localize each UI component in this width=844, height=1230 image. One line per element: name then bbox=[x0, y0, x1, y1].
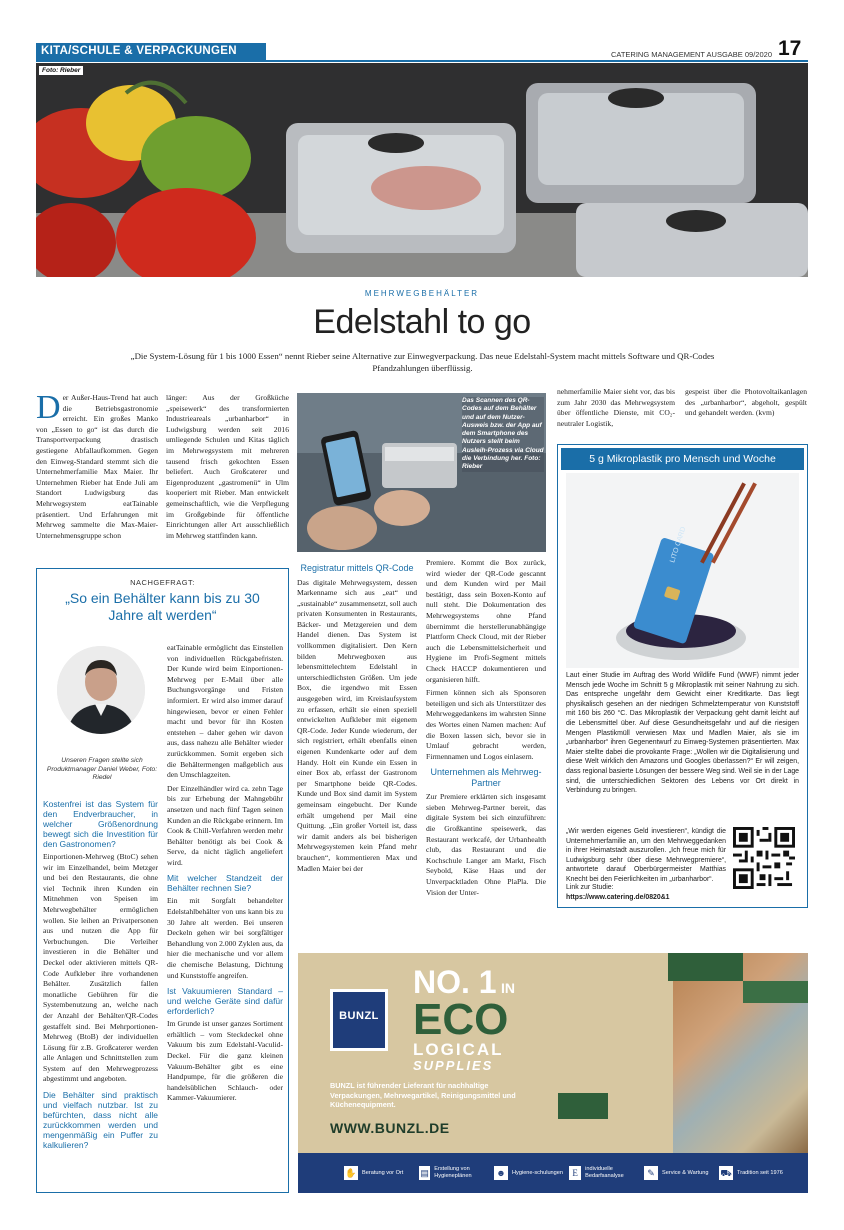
interview-box bbox=[36, 568, 289, 1193]
ad-feature-3 bbox=[494, 1166, 569, 1180]
ad-green-tile-1 bbox=[668, 953, 743, 981]
ad-feature-6 bbox=[719, 1166, 789, 1180]
interview-left-column bbox=[43, 799, 158, 1153]
scan-photo bbox=[297, 393, 546, 552]
interview-kicker: NACHGEFRAGT: bbox=[130, 578, 195, 587]
credit-card-illustration bbox=[566, 473, 799, 668]
drop-cap: D bbox=[36, 389, 61, 426]
study-link-label: Link zur Studie: bbox=[566, 884, 614, 891]
clipboard-icon: ▤ bbox=[420, 1168, 429, 1178]
ad-feature-bar bbox=[298, 1153, 808, 1193]
subhead-partner: Unternehmen als Mehrweg-Partner bbox=[430, 767, 542, 788]
bunzl-logo-text: BUNZL bbox=[339, 1010, 379, 1022]
article-lead: „Die System-Lösung für 1 bis 1000 Essen“ nennt Rieber seine Alternative zur Einwegverpackung. Das neue Edelstahl-System macht mittels Software und QR-Codes Pfandzahlungen überflüssig. bbox=[130, 351, 715, 373]
ad-url[interactable]: WWW.BUNZL.DE bbox=[330, 1120, 450, 1136]
subhead-registratur: Registratur mittels QR-Code bbox=[300, 563, 414, 573]
interview-q4: Ist Vakuumieren Standard – und welche Geräte sind dafür erforderlich? bbox=[167, 986, 283, 1017]
interview-q3: Mit welcher Standzeit der Behälter rechnen Sie? bbox=[167, 873, 283, 894]
ad-green-tile-3 bbox=[558, 1093, 608, 1119]
col4c-text: Zur Premiere erklärten sich insgesamt sieben Mehrweg-Partner bereit, das digitale System bei sich einzuführen: die Großkantine speisewerk, das Restaurant werkcafé, der Urbanhealth club, das Restaurant und die Kochschule Langer am Markt, Fisch Seybold, Käse Haas und der Unverpacktladen Ohne PlaPla. Die Vision der Unter- bbox=[426, 792, 546, 897]
ad-feature-label: Service & Wartung bbox=[662, 1169, 709, 1176]
scan-photo-caption: Das Scannen des QR-Codes auf dem Behälter und auf dem Nutzer-Ausweis bzw. der App auf dem Smartphone des Nutzers stellt beim Ausleih-Prozess via Cloud die Verbindung her. Foto: Rieber bbox=[462, 397, 544, 471]
interview-a4: Im Grunde ist unser ganzes Sortiment erhältlich – vom Steckdeckel ohne Vakuum bis zum Edelstahl-Vaculid-Deckel. Für die ganz kleinen Vakuum-Behälter gibt es eine Handpumpe, für die größeren die handelsüblichen Schlauch- oder Kammer-Vakuumierer. bbox=[167, 1019, 283, 1103]
page-number: 17 bbox=[778, 37, 802, 60]
person-icon bbox=[57, 646, 145, 734]
article-column-3 bbox=[297, 558, 417, 874]
ad-feature-4 bbox=[569, 1166, 644, 1180]
ad-green-tile-2 bbox=[743, 981, 808, 1003]
col3-text: Das digitale Mehrwegsystem, dessen Markenname sich aus „eat“ und „sustainable“ zusammensetzt, soll auch privaten Konsumenten in Restaurants, Bäcker- und Metzgereien und dem Handel dienen. Das System ist vollkommen digitalisiert. Den Kern bilden Mehrwegboxen aus lebensmittelechtem Edelstahl in unterschiedlichsten Größen. Um jede Box, die irgendwo mit Essen ausgegeben wird, im Kreislaufsystem zu erfassen, erhält sie einen speziell entwickelten Aufkleber mit eigenem QR-Code. Jeder Kunde wiederum, der sich registriert, erhält ebenfalls einen eigenen Kundenkarte oder auf dem Handy. Holt ein Kunde ein Essen in einer Box ab, erfasst der Gastronom per Smartphone beide QR-Codes. Kunde und Box sind damit im System gemeinsam eingebucht. Der Kunde erhält umgehend per Mail eine Quittung. „Ein großer Vorteil ist, dass wir damit anders als bei bisherigen Mehrwegsystemen kein Pfand mehr brauchen“, kommentieren Max und Madlen Maier bei der bbox=[297, 577, 417, 873]
microplastic-photo bbox=[566, 473, 799, 668]
interview-title: „So ein Behälter kann bis zu 30 Jahre alt werden“ bbox=[65, 590, 260, 623]
interview-q2: Die Behälter sind praktisch und vielfach nutzbar. Ist zu befürchten, dass nicht alle zurückkommen werden und mengenmäßig ein Puffer zu kalkulieren? bbox=[43, 1090, 158, 1151]
microplastic-title: 5 g Mikroplastik pro Mensch und Woche bbox=[561, 448, 804, 470]
ad-feature-2 bbox=[419, 1166, 494, 1180]
bunzl-logo bbox=[330, 989, 388, 1051]
article-column-5: nehmerfamilie Maier sieht vor, das bis zum Jahr 2030 das Mehrwegsystem über öffentliche Dienste, mit CO₂-neutraler Logistik, bbox=[557, 387, 675, 428]
interview-photo-caption: Unseren Fragen stellte sich Produktmanager Daniel Weber, Foto: Riedel bbox=[46, 757, 158, 782]
study-link[interactable]: https://www.catering.de/0820&1 bbox=[566, 894, 670, 901]
publication-line: CATERING MANAGEMENT AUSGABE 09/2020 bbox=[610, 50, 772, 59]
article-kicker: MEHRWEGBEHÄLTER bbox=[364, 289, 480, 298]
section-label: KITA/SCHULE & VERPACKUNGEN bbox=[36, 43, 266, 60]
ad-headline-in: IN bbox=[501, 980, 516, 996]
interview-a2b: Der Einzelhändler wird ca. zehn Tage bis zur Erhebung der Mahngebühr ansetzen und nach fünf Tagen seinen Kunden an die Rückgabe erinnern. Im Cook & Chill-Verfahren werden mehr Behälter benötigt als bei Cook & Serve, da nicht täglich angeliefert wird. bbox=[167, 783, 283, 867]
ad-feature-label: Hygiene-schulungen bbox=[512, 1169, 563, 1176]
ad-feature-label: Erstellung von Hygieneplänen bbox=[434, 1166, 472, 1179]
ad-headline-2: ECO bbox=[413, 995, 509, 1044]
microplastic-text: Laut einer Studie im Auftrag des World Wildlife Fund (WWF) nimmt jeder Mensch jede Woche im Schnitt 5 g Mikroplastik mit seiner Nahrung zu sich. Das entspreche ungefähr dem Gewicht einer Kreditkarte. Das liegt physikalisch gesehen an der niedrigen Schmelztemperatur von Kunststoff mit 160 bis 260 °C. Das Mikroplastik der Verpackung geht damit leicht auf die Lebensmittel über. Auf diese Gesundheitsgefahr und auf die riesigen Mengen Plastikmüll verwiesen Max und Madlen Maier, als sie im „urbanharbor“ ihren Gegenentwurf zu Einweg-Systemen präsentierten. Max Maier stellte dabei die provokante Frage: „Wollen wir die Digitalisierung und diese Welt wirklich den Amazons und Googles überlassen?“ Er will zeigen, dass regional basierte Lösungen der bessere Weg sind. Weil sie in der Lage sind, die unterschiedlichen Sektoren des Lebens vor Ort direkt in Verbindung zu bringen. bbox=[566, 672, 799, 795]
chart-icon: E bbox=[569, 1166, 581, 1180]
article-column-1 bbox=[36, 389, 158, 541]
ad-feature-label: Beratung vor Ort bbox=[362, 1169, 404, 1176]
ad-feature-1 bbox=[344, 1166, 419, 1180]
ad-headline bbox=[413, 965, 515, 1073]
article-column-2: länger: Aus der Großküche „speisewerk“ des transformierten Industrieareals „urbanharbor“ in Ludwigsburg werden seit 2016 umliegende Schulen und Kitas täglich im Mehrwegsystem mit mehreren tausend frisch gekochten Essen beliefert. Auch Großcaterer und Eigenproduzent „gastromenü“ in Ulm kooperiert mit Rieber. Man entwickelt gemeinschaftlich, wie die Verpflegung im Großgebinde für öffentliche Einrichtungen aller Art ausschließlich im Mehrweg stattfinden kann. bbox=[166, 393, 289, 540]
ad-text: BUNZL ist führender Lieferant für nachhaltige Verpackungen, Mehrwegartikel, Reinigungsmittel und Küchenequipment. bbox=[330, 1081, 516, 1110]
ad-feature-5 bbox=[644, 1166, 719, 1180]
card-text: LITO CARD bbox=[669, 526, 688, 564]
article-title: Edelstahl to go bbox=[313, 303, 531, 341]
header-rule bbox=[36, 60, 808, 62]
interview-right-column bbox=[167, 643, 283, 1104]
hero-illustration bbox=[36, 63, 808, 277]
truck-icon: ⛟ bbox=[720, 1168, 732, 1178]
interview-a1: Einportionen-Mehrweg (BtoC) sehen wir im Einzelhandel, beim Metzger und bei den Restaurants, die ohne viel Technik ihren Kunden ein Mitnehmen von Speisen im Mehrwegbehälter ermöglichen wollen. Sie leihen an Privatpersonen aus und nutzen die App für Verbuchungen. Die Verleiher investieren in die Behälter und Deckel oder aktivieren mittels QR-Code Aufkleber ihre vorhandenen Behälter. Zusätzlich fallen monatliche Gebühren für die Systembenutzung an, welche nach der Anzahl der Behälter/QR-Codes gestaffelt sind. Bei Mehrportionen-Mehrweg (BtoB) der individuellen Lösung für z.B. Großcaterer werden alle Anlagen und Schnittstellen zum System auf den Mehrwegprozess abgestimmt und angeboten. bbox=[43, 852, 158, 1084]
ad-headline-4: SUPPLIES bbox=[413, 1058, 494, 1073]
col4-text: Premiere. Kommt die Box zurück, wird wieder der QR-Code gescannt und dem Kunden wird per Mail bestätigt, dass sein Boxen-Konto auf null steht. Die Dokumentation des Mehrwegsystems ohne Pfand übernimmt die herstellerunabhängige Plattform Check Cloud, mit der Rieber auch die Lebensmittelsicherheit und Hygiene im Profi-Segment mittels Check HACCP dokumentieren und organisieren hilft. bbox=[426, 558, 546, 684]
hero-photo bbox=[36, 63, 808, 277]
interview-photo bbox=[57, 646, 145, 734]
article-column-6: gespeist über die Photovoltaikanlagen des „urbanharbor“, abgeholt, gespült und gehandelt werden. (kvm) bbox=[685, 387, 807, 418]
ad-headline-1: NO. 1 bbox=[413, 964, 497, 1000]
people-icon: ☻ bbox=[494, 1166, 508, 1180]
qr-code-icon bbox=[733, 827, 795, 889]
microplastic-box bbox=[557, 444, 808, 908]
article-column-4 bbox=[426, 558, 546, 898]
ad-feature-label: individuelle Bedarfsanalyse bbox=[585, 1166, 624, 1179]
qr-code[interactable] bbox=[733, 827, 795, 889]
col4b-text: Firmen können sich als Sponsoren beteiligen und sich als Unterstützer des Mehrweggedankens im wahrsten Sinne des Wortes einen Namen machen: Auf die Boxen lassen sich, bevor sie in Umlauf gebracht werden, Firmennamen und Logos einlasern. bbox=[426, 688, 546, 761]
interview-q1: Kostenfrei ist das System für den Endverbraucher, in welcher Größenordnung bewegt sich die Investition für den Gastronomen? bbox=[43, 799, 158, 849]
wrench-icon: ✎ bbox=[644, 1166, 658, 1180]
handshake-icon: ✋ bbox=[345, 1168, 357, 1178]
ad-headline-3: LOGICAL bbox=[413, 1040, 504, 1059]
interview-a2: eatTainable ermöglicht das Einstellen von individuellen Rückgabefristen. Der Kunde wird beim Einportionen-Mehrweg per E-Mail über alle Buchungsvorgänge und Fristen informiert. Er wird also immer darauf hingewiesen, bevor er einen Fehler macht und bevor für ihn Kosten entstehen – daher gehen wir davon aus, dass nahezu alle Behälter wieder zurückkommen. Somit ergeben sich die Behältermengen maßgeblich aus den Umschlagzeiten. bbox=[167, 643, 283, 780]
microplastic-quote: „Wir werden eigenes Geld investieren“, kündigt die Unternehmerfamilie an, um den Mehrweggedanken in ihrer Heimatstadt auszurollen. „Ich freue mich für Ludwigsburg sehr über diese Mehrwegpremiere“, antwortete darauf Oberbürgermeister Matthias Knecht bei den Feierlichkeiten im „urbanharbor“. bbox=[566, 828, 726, 883]
bunzl-ad[interactable] bbox=[298, 953, 808, 1193]
ad-feature-label: Tradition seit 1976 bbox=[737, 1169, 783, 1176]
hero-credit: Foto: Rieber bbox=[39, 66, 83, 75]
col1-text: er Außer-Haus-Trend hat auch die Betriebsgastronomie erreicht. Ein großes Manko von „Essen to go“ ist das durch die Transportverpackung drastisch gestiegene Abfallaufkommen. Gegen den Einweg-Standard stemmt sich die Unternehmerfamilie Max Maier. Ihr Unternehmen Rieber hat Ende Juli am Standort Ludwigsburg das Mehrwegsystem eatTainable präsentiert. Und Erfahrungen mit Mehrweg sammelte die Max-Maier-Unternehmensgruppe schon bbox=[36, 393, 158, 540]
interview-a3: Ein mit Sorgfalt behandelter Edelstahlbehälter von uns kann bis zu 30 Jahre alt werden. Bei unseren Deckeln gehen wir bei sorgfältiger Behandlung von 2.000 Zyklen aus, da hier die mechanische und vor allem die chemische Belastung, Dichtung und Kunststoffe angreifen. bbox=[167, 896, 283, 980]
